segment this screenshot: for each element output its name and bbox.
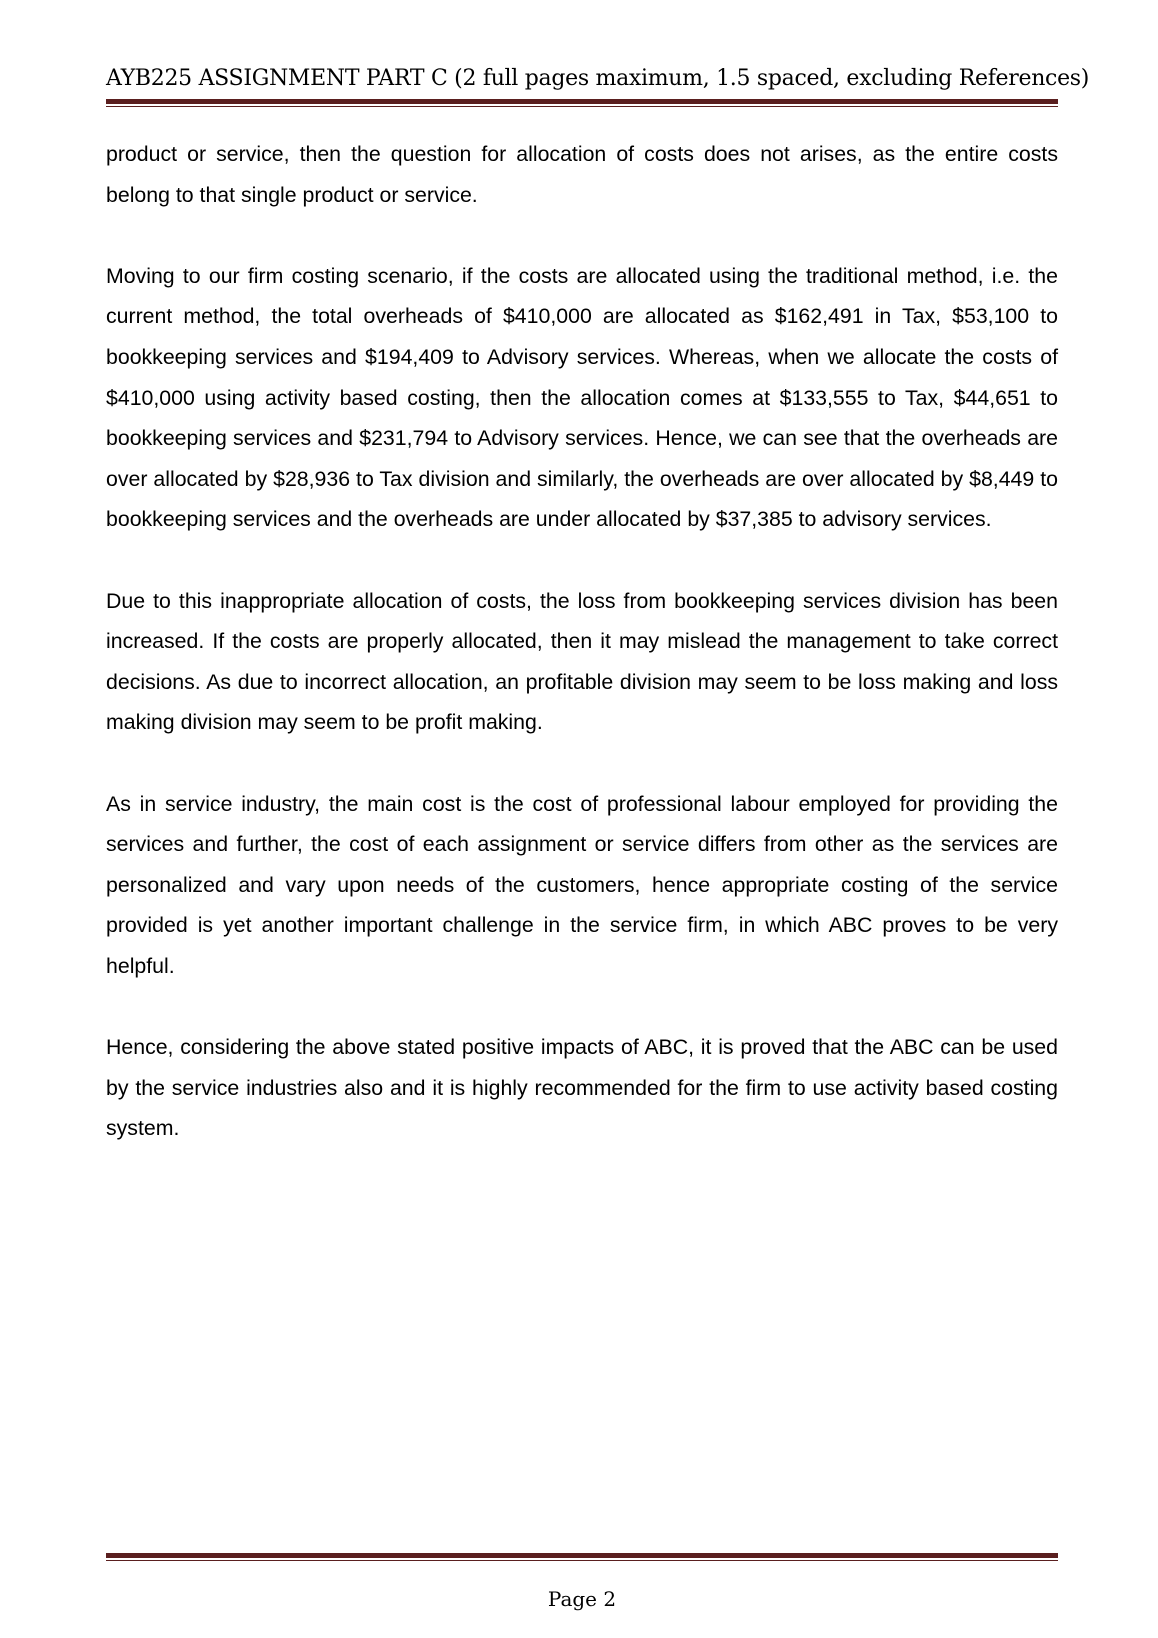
header-rule-thick	[106, 99, 1058, 104]
paragraph-2: Moving to our firm costing scenario, if the costs are allocated using the traditional method, i.e. the current method, the total overheads of $410,000 are allocated as $162,491 in Tax, $53,100 to bookkeeping services and $194,409 to Advisory services. Whereas, when we allocate the costs of $410,000 using activity based costing, then the allocation comes at $133,555 to Tax, $44,651 to bookkeeping services and $231,794 to Advisory services. Hence, we can see that the overheads are over allocated by $28,936 to Tax division and similarly, the overheads are over allocated by $8,449 to bookkeeping services and the overheads are under allocated by $37,385 to advisory services.	[106, 263, 1058, 532]
paragraph-1: product or service, then the question for allocation of costs does not arises, as the entire costs belong to that single product or service.	[106, 142, 1058, 207]
page-number: Page 2	[547, 1587, 617, 1611]
header-title: AYB225 ASSIGNMENT PART C (2 full pages maximum, 1.5 spaced, excluding References)	[106, 66, 1090, 91]
header-rule-thin	[106, 106, 1058, 107]
paragraph-4: As in service industry, the main cost is the cost of professional labour employed for providing the services and further, the cost of each assignment or service differs from other as the services are personalized and vary upon needs of the customers, hence appropriate costing of the service provided is yet another important challenge in the service firm, in which ABC proves to be very helpful.	[106, 791, 1058, 978]
footer-rule-thick	[106, 1553, 1058, 1558]
paragraph-3: Due to this inappropriate allocation of costs, the loss from bookkeeping services division has been increased. If the costs are properly allocated, then it may mislead the management to take correct decisions. As due to incorrect allocation, an profitable division may seem to be loss making and loss making division may seem to be profit making.	[106, 588, 1058, 735]
paragraph-5: Hence, considering the above stated positive impacts of ABC, it is proved that the ABC can be used by the service industries also and it is highly recommended for the firm to use activity based costing system.	[106, 1035, 1058, 1141]
footer-rule-thin	[106, 1560, 1058, 1561]
document-body	[106, 134, 1058, 1189]
